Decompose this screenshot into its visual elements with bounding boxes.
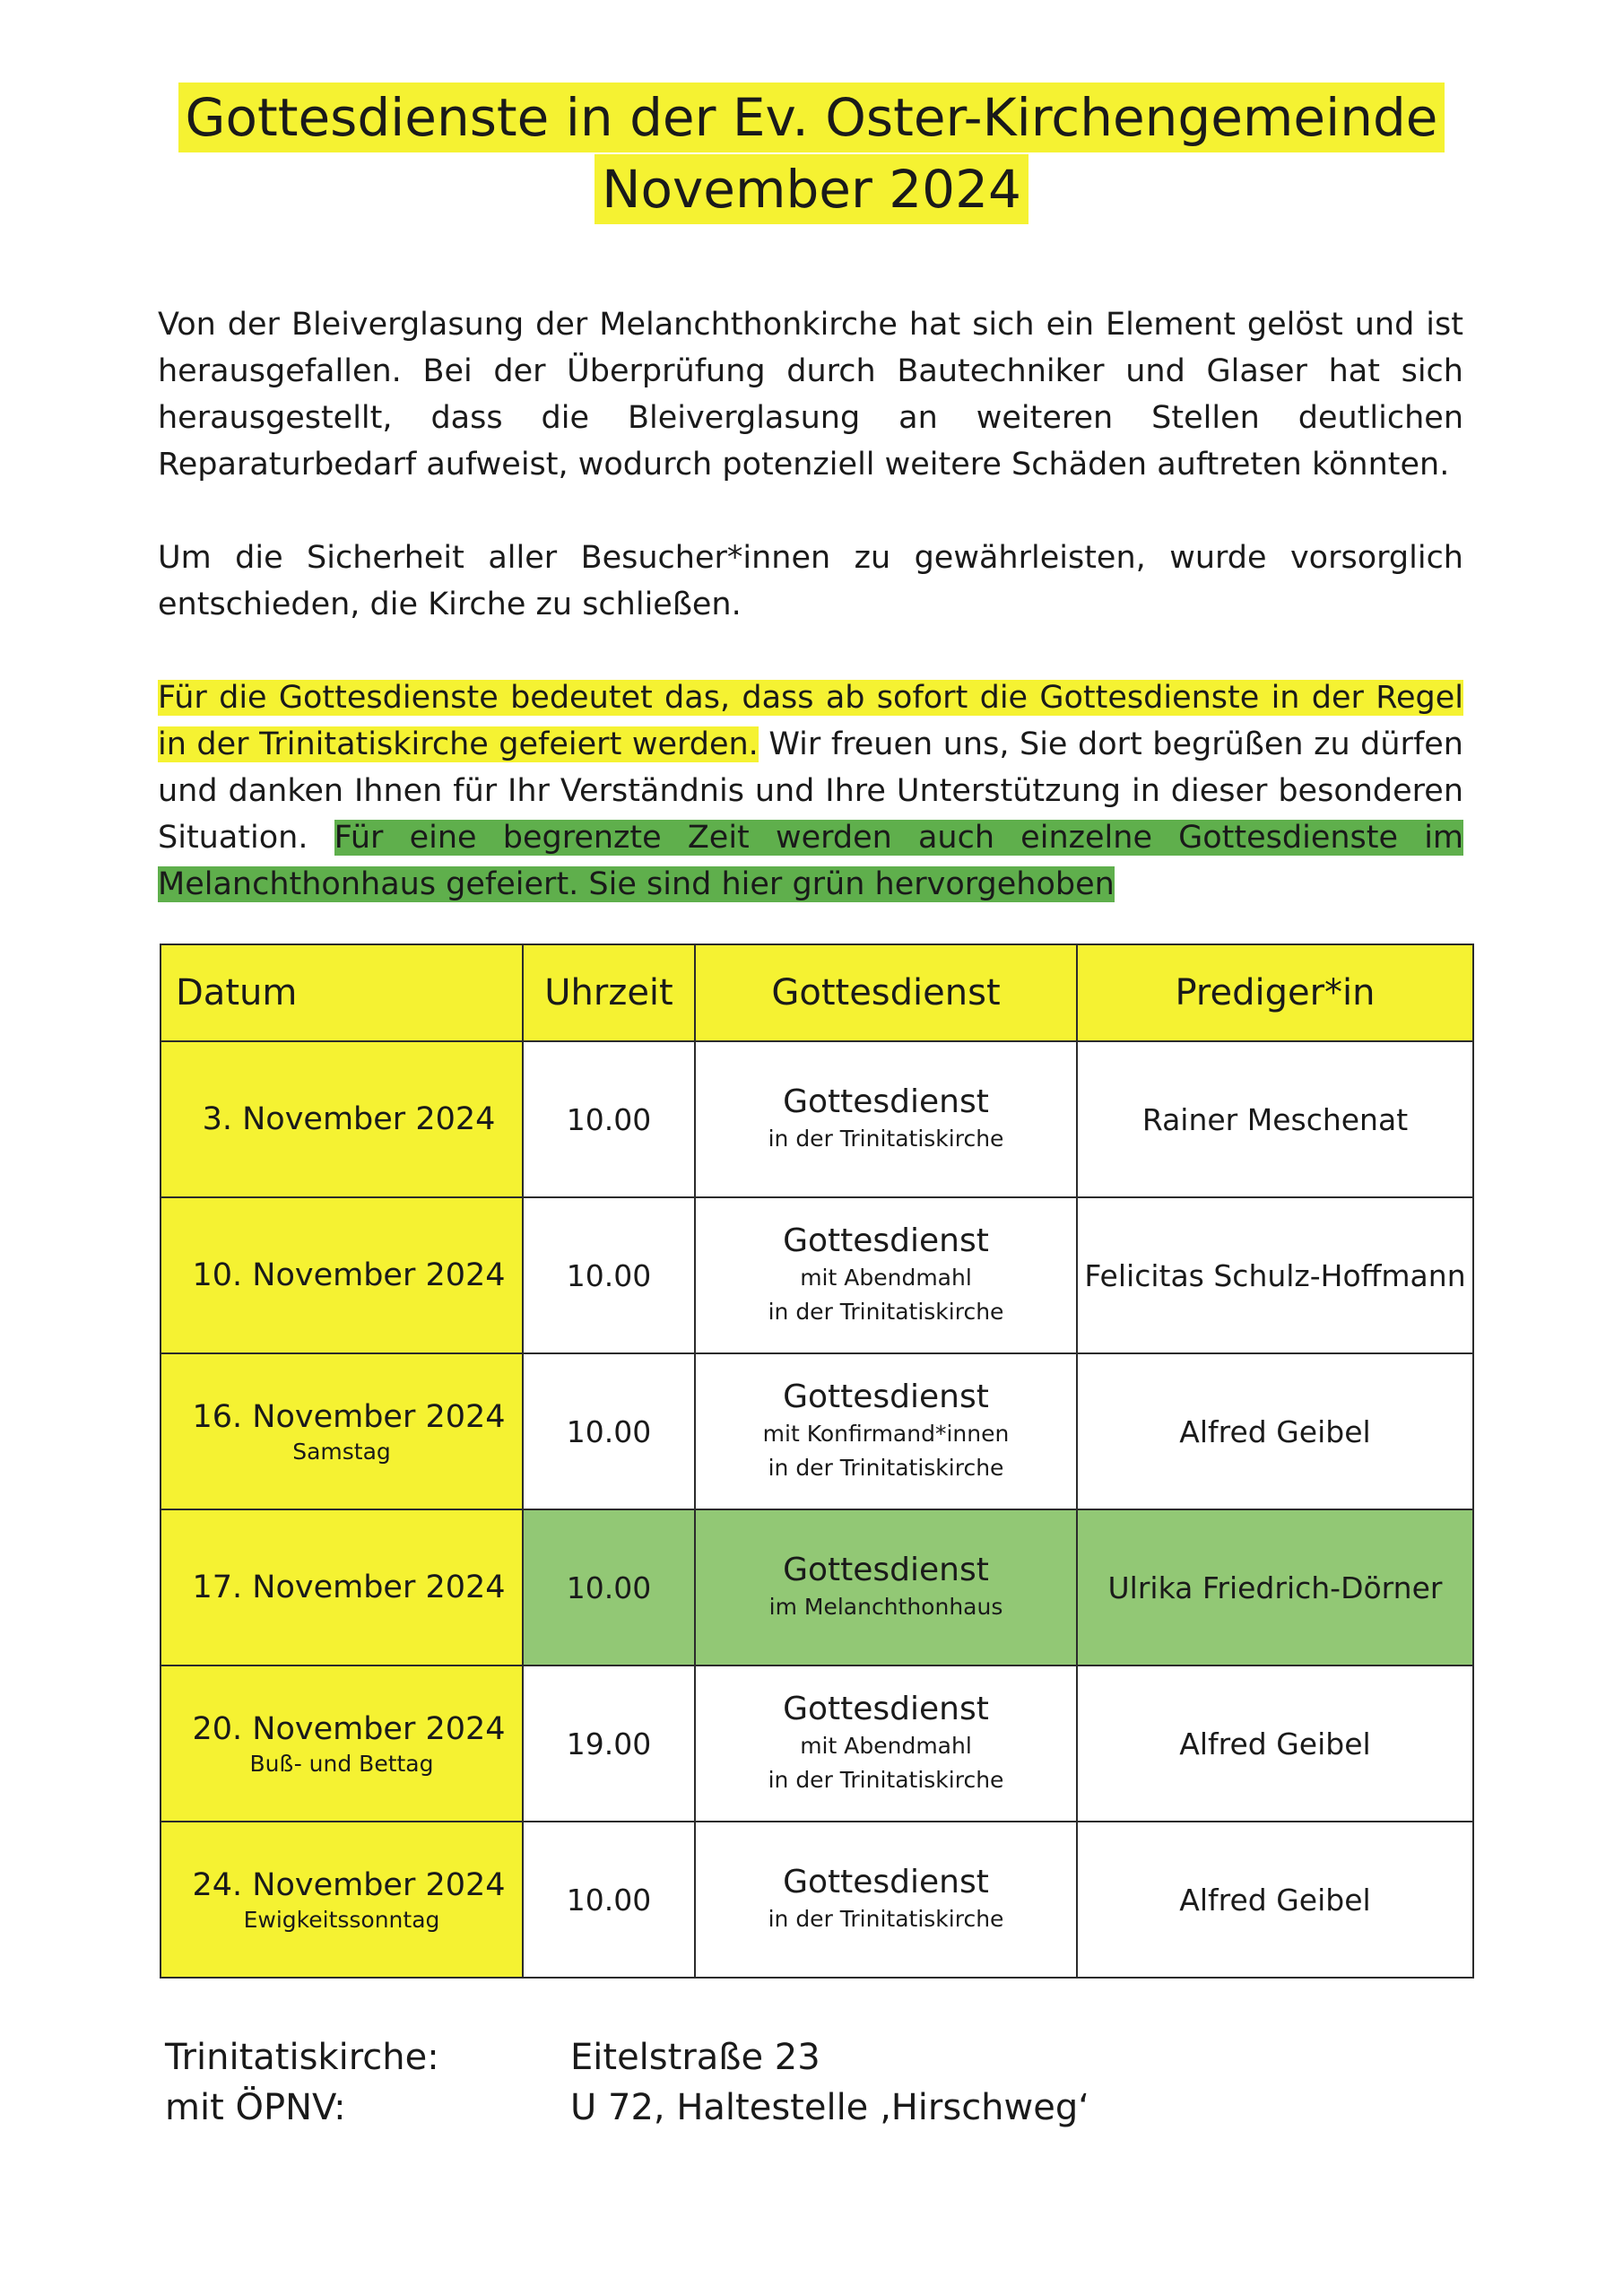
preacher-cell: Alfred Geibel <box>1077 1353 1473 1509</box>
time-cell: 10.00 <box>523 1197 695 1353</box>
header-time: Uhrzeit <box>523 944 695 1041</box>
table-row <box>161 1353 1473 1509</box>
service-cell <box>695 1665 1077 1822</box>
date-cell <box>161 1665 523 1822</box>
footer-transit-value: U 72, Haltestelle ‚Hirschweg‘ <box>570 2087 1089 2128</box>
service-cell <box>695 1197 1077 1353</box>
title-line-2: November 2024 <box>595 154 1028 224</box>
table-row <box>161 1041 1473 1197</box>
footer-address-value: Eitelstraße 23 <box>570 2037 820 2078</box>
intro-paragraph-2: Um die Sicherheit aller Besucher*innen zu gewährleisten, wurde vorsorglich entschieden, die Kirche zu schließen. <box>158 540 1463 622</box>
time-cell: 10.00 <box>523 1822 695 1978</box>
service-cell <box>695 1509 1077 1665</box>
service-title: Gottesdienst <box>783 1378 989 1415</box>
header-service: Gottesdienst <box>695 944 1077 1041</box>
yellow-highlight-text: Für die Gottesdienste bedeutet das, dass ab sofort die Gottesdienste in der Regel in der Trinitatiskirche gefeiert werden. <box>158 680 1463 762</box>
service-detail: in der Trinitatiskirche <box>768 1126 1004 1152</box>
time-cell: 19.00 <box>523 1665 695 1822</box>
date-subtitle: Buß- und Bettag <box>249 1750 434 1777</box>
service-title: Gottesdienst <box>783 1552 989 1588</box>
preacher-cell: Ulrika Friedrich-Dörner <box>1077 1509 1473 1665</box>
service-detail: in der Trinitatiskirche <box>768 1767 1004 1793</box>
green-highlight-text: Für eine begrenzte Zeit werden auch einzelne Gottesdienste im Melanchthonhaus gefeiert. Sie sind hier grün hervorgehoben <box>158 820 1464 902</box>
date-cell <box>161 1822 523 1978</box>
date-text: 17. November 2024 <box>192 1570 506 1605</box>
table-header-row <box>161 944 1473 1041</box>
service-detail: mit Konfirmand*innen <box>762 1421 1010 1447</box>
preacher-cell: Rainer Meschenat <box>1077 1041 1473 1197</box>
title-line-1: Gottesdienste in der Ev. Oster-Kirchengemeinde <box>178 83 1445 152</box>
time-cell: 10.00 <box>523 1041 695 1197</box>
service-cell <box>695 1353 1077 1509</box>
service-title: Gottesdienst <box>783 1864 989 1900</box>
intro-paragraph-3 <box>158 674 1463 908</box>
intro-text <box>158 301 1463 954</box>
service-detail: in der Trinitatiskirche <box>768 1906 1004 1932</box>
table-row <box>161 1197 1473 1353</box>
date-subtitle: Ewigkeitssonntag <box>243 1906 440 1933</box>
table-row <box>161 1509 1473 1665</box>
service-title: Gottesdienst <box>783 1222 989 1259</box>
date-subtitle: Samstag <box>292 1438 391 1465</box>
service-detail: mit Abendmahl <box>800 1265 972 1291</box>
table-row <box>161 1822 1473 1978</box>
service-cell <box>695 1041 1077 1197</box>
footer-label-transit: mit ÖPNV: <box>165 2087 346 2128</box>
intro-paragraph-1: Von der Bleiverglasung der Melanchthonkirche hat sich ein Element gelöst und ist herausgefallen. Bei der Überprüfung durch Bautechniker und Glaser hat sich herausgestellt, dass die Bleiverglasung an weiteren Stellen deutlichen Reparaturbedarf aufweist, wodurch potenziell weitere Schäden auftreten könnten. <box>158 307 1463 483</box>
time-cell: 10.00 <box>523 1353 695 1509</box>
service-detail: in der Trinitatiskirche <box>768 1455 1004 1481</box>
header-date: Datum <box>161 944 523 1041</box>
date-cell <box>161 1197 523 1353</box>
time-cell: 10.00 <box>523 1509 695 1665</box>
date-text: 3. November 2024 <box>202 1101 496 1137</box>
preacher-cell: Alfred Geibel <box>1077 1665 1473 1822</box>
page-title <box>0 83 1623 226</box>
service-detail: im Melanchthonhaus <box>768 1594 1003 1620</box>
service-cell <box>695 1822 1077 1978</box>
date-cell <box>161 1041 523 1197</box>
date-text: 20. November 2024 <box>192 1710 506 1747</box>
service-detail: mit Abendmahl <box>800 1733 972 1759</box>
preacher-cell: Alfred Geibel <box>1077 1822 1473 1978</box>
date-text: 10. November 2024 <box>192 1257 506 1293</box>
preacher-cell: Felicitas Schulz-Hoffmann <box>1077 1197 1473 1353</box>
date-text: 16. November 2024 <box>192 1398 506 1435</box>
table-row <box>161 1665 1473 1822</box>
service-detail: in der Trinitatiskirche <box>768 1299 1004 1325</box>
service-title: Gottesdienst <box>783 1691 989 1727</box>
date-cell <box>161 1353 523 1509</box>
service-title: Gottesdienst <box>783 1083 989 1120</box>
schedule-table <box>160 944 1474 1979</box>
footer-label-church: Trinitatiskirche: <box>165 2037 439 2078</box>
date-cell <box>161 1509 523 1665</box>
plain-text: Wir freuen uns, Sie dort begrüßen zu dürfen und danken Ihnen für Ihr Verständnis und Ihre Unterstützung in dieser besonderen Situation. <box>158 726 1463 856</box>
date-text: 24. November 2024 <box>192 1866 506 1903</box>
header-preacher: Prediger*in <box>1077 944 1473 1041</box>
